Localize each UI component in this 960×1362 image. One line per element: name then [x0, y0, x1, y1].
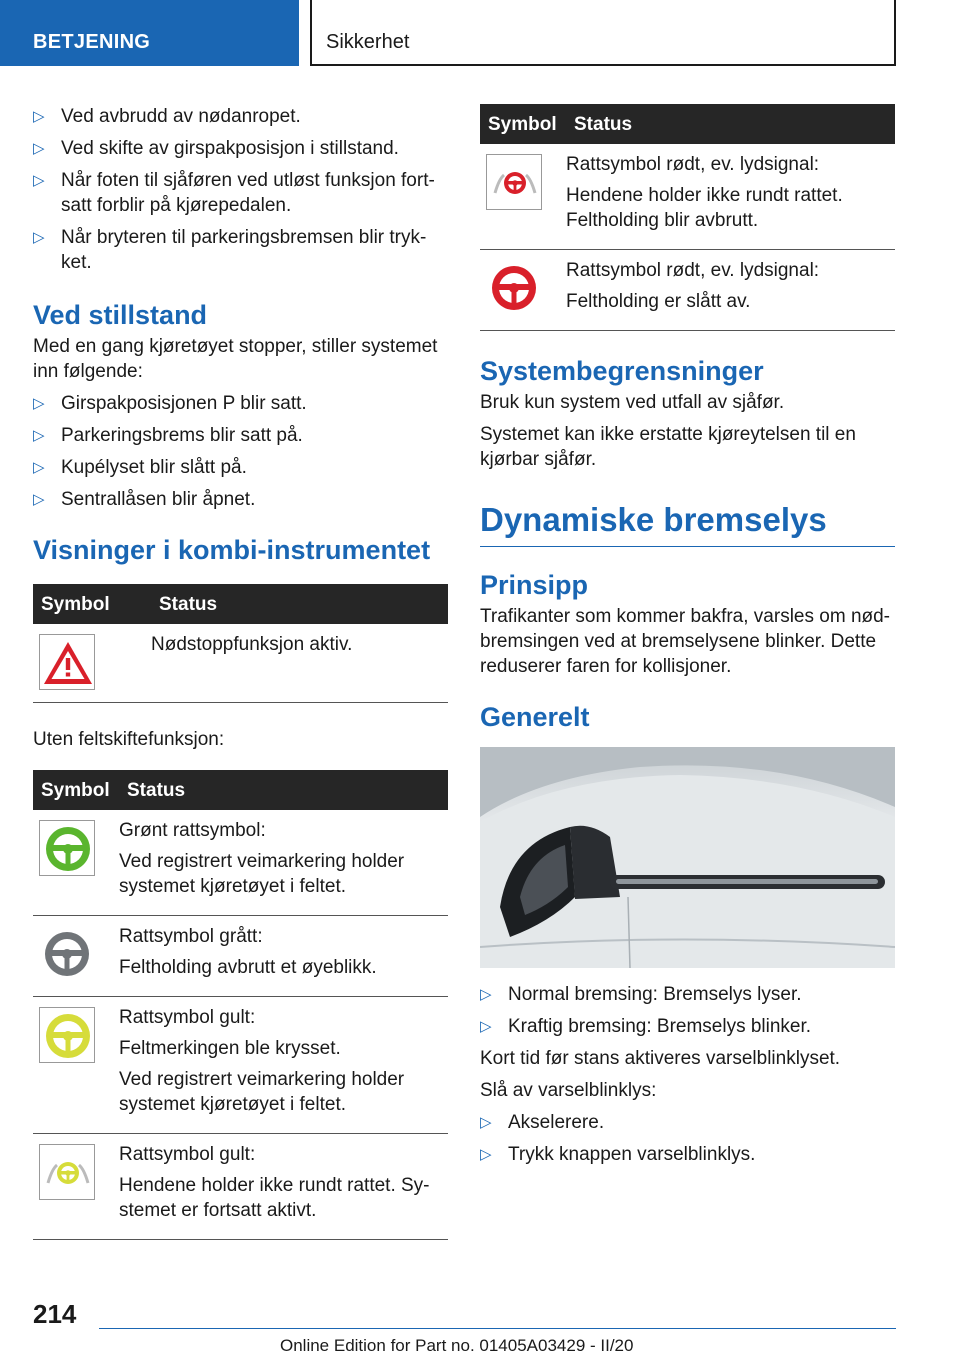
list-item: ▷ Når bryteren til parkeringsbremsen blir tryk‐ket.: [33, 227, 427, 273]
status-text: Feltholding avbrutt et øyeblikk.: [119, 957, 377, 978]
prinsipp-text: Trafikanter som kommer bakfra, varsles om nød‐bremsingen ved at bremselysene blinker. Dette reduserer faren for kollisjoner.: [480, 606, 891, 677]
heading-dynamiske-bremselys: Dynamiske bremselys: [480, 500, 895, 547]
symbol-table-1: [33, 584, 448, 703]
triangle-bullet-icon: ▷: [480, 1018, 492, 1035]
list-item: ▷ Ved avbrudd av nødanropet.: [33, 106, 301, 127]
status-text: Hendene holder ikke rundt rattet. Sy‐stemet er fortsatt aktivt.: [119, 1175, 430, 1221]
triangle-bullet-icon: ▷: [33, 491, 45, 508]
warning-triangle-icon: [39, 634, 95, 690]
brake-light-illustration: [480, 747, 895, 968]
right-column: [480, 104, 895, 1174]
status-text: Nødstoppfunksjon aktiv.: [151, 634, 353, 655]
list-item: ▷ Parkeringsbrems blir satt på.: [33, 425, 303, 446]
table-row: [33, 810, 448, 916]
heading-ved-stillstand: Ved stillstand: [33, 300, 208, 330]
status-title: Rattsymbol gult:: [119, 1007, 256, 1028]
systembegrensninger-p2: Systemet kan ikke erstatte kjøreytelsen til en kjørbar sjåfør.: [480, 424, 856, 470]
sla-av-text: Slå av varselblinklys:: [480, 1080, 657, 1101]
heading-prinsipp: Prinsipp: [480, 570, 589, 600]
list-item: ▷ Akselerere.: [480, 1112, 605, 1133]
chapter-tab: Sikkerhet: [310, 0, 896, 66]
status-text: Ved registrert veimarkering holder systemet kjøretøyet i feltet.: [119, 851, 405, 897]
steering-wheel-green-icon: [39, 820, 95, 876]
bullet-list-stillstand: [33, 391, 448, 512]
list-item: ▷ Ved skifte av girspakposisjon i stillstand.: [33, 138, 399, 159]
table-row: [33, 624, 448, 703]
column-header-status: Status: [151, 584, 448, 624]
list-item: ▷ Når foten til sjåføren ved utløst funksjon fort‐satt forblir på kjørepedalen.: [33, 170, 435, 216]
list-item: ▷ Sentrallåsen blir åpnet.: [33, 489, 256, 510]
status-text: Hendene holder ikke rundt rattet. Feltholding blir avbrutt.: [566, 185, 843, 231]
bullet-list-sla-av: [480, 1110, 895, 1167]
left-column: [33, 104, 448, 1240]
list-item: ▷ Kraftig bremsing: Bremselys blinker.: [480, 1016, 812, 1037]
triangle-bullet-icon: ▷: [33, 108, 45, 125]
steering-wheel-yellow-hands-icon: [39, 1144, 95, 1200]
triangle-bullet-icon: ▷: [480, 1114, 492, 1131]
column-header-status: Status: [566, 104, 895, 144]
steering-wheel-yellow-icon: [39, 1007, 95, 1063]
heading-systembegrensninger: Systembegrensninger: [480, 356, 764, 386]
list-item: ▷ Normal bremsing: Bremselys lyser.: [480, 984, 802, 1005]
status-title: Grønt rattsymbol:: [119, 820, 266, 841]
table-row: [33, 997, 448, 1134]
table-row: [480, 250, 895, 331]
page-number: 214: [33, 1299, 77, 1329]
status-title: Rattsymbol rødt, ev. lydsignal:: [566, 260, 820, 281]
column-header-symbol: Symbol: [33, 770, 119, 810]
table-row: [33, 916, 448, 997]
triangle-bullet-icon: ▷: [33, 172, 45, 189]
bullet-list-bremsing: [480, 982, 895, 1039]
uten-feltskifte-label: Uten feltskiftefunksjon:: [33, 729, 225, 750]
heading-generelt: Generelt: [480, 702, 590, 732]
table-row: [480, 144, 895, 250]
triangle-bullet-icon: ▷: [33, 140, 45, 157]
column-header-status: Status: [119, 770, 448, 810]
triangle-bullet-icon: ▷: [480, 986, 492, 1003]
status-text: Ved registrert veimarkering holder systemet kjøretøyet i feltet.: [119, 1069, 405, 1115]
status-title: Rattsymbol gult:: [119, 1144, 256, 1165]
stillstand-intro: Med en gang kjøretøyet stopper, stiller systemet inn følgende:: [33, 336, 438, 382]
steering-wheel-red-icon: [486, 260, 542, 316]
section-tab: BETJENING: [0, 0, 299, 66]
list-item: ▷ Girspakposisjonen P blir satt.: [33, 393, 307, 414]
list-item: ▷ Kupélyset blir slått på.: [33, 457, 247, 478]
bullet-list-top: [33, 104, 448, 275]
column-header-symbol: Symbol: [33, 584, 151, 624]
kort-tid-text: Kort tid før stans aktiveres varselblinklyset.: [480, 1048, 841, 1069]
steering-wheel-grey-icon: [39, 926, 95, 982]
triangle-bullet-icon: ▷: [33, 395, 45, 412]
triangle-bullet-icon: ▷: [33, 459, 45, 476]
status-title: Rattsymbol rødt, ev. lydsignal:: [566, 154, 820, 175]
status-text: Feltholding er slått av.: [566, 291, 751, 312]
column-header-symbol: Symbol: [480, 104, 566, 144]
status-text: Feltmerkingen ble krysset.: [119, 1038, 341, 1059]
systembegrensninger-p1: Bruk kun system ved utfall av sjåfør.: [480, 392, 785, 413]
table-row: [33, 1134, 448, 1240]
triangle-bullet-icon: ▷: [480, 1146, 492, 1163]
status-title: Rattsymbol grått:: [119, 926, 263, 947]
symbol-table-2: [33, 770, 448, 1240]
footer-edition: Online Edition for Part no. 01405A03429 - II/20: [280, 1336, 634, 1355]
footer-divider: [99, 1328, 896, 1329]
symbol-table-3: [480, 104, 895, 331]
heading-visninger: Visninger i kombi-instrumentet: [33, 535, 431, 565]
triangle-bullet-icon: ▷: [33, 229, 45, 246]
triangle-bullet-icon: ▷: [33, 427, 45, 444]
list-item: ▷ Trykk knappen varselblinklys.: [480, 1144, 756, 1165]
steering-wheel-red-hands-icon: [486, 154, 542, 210]
